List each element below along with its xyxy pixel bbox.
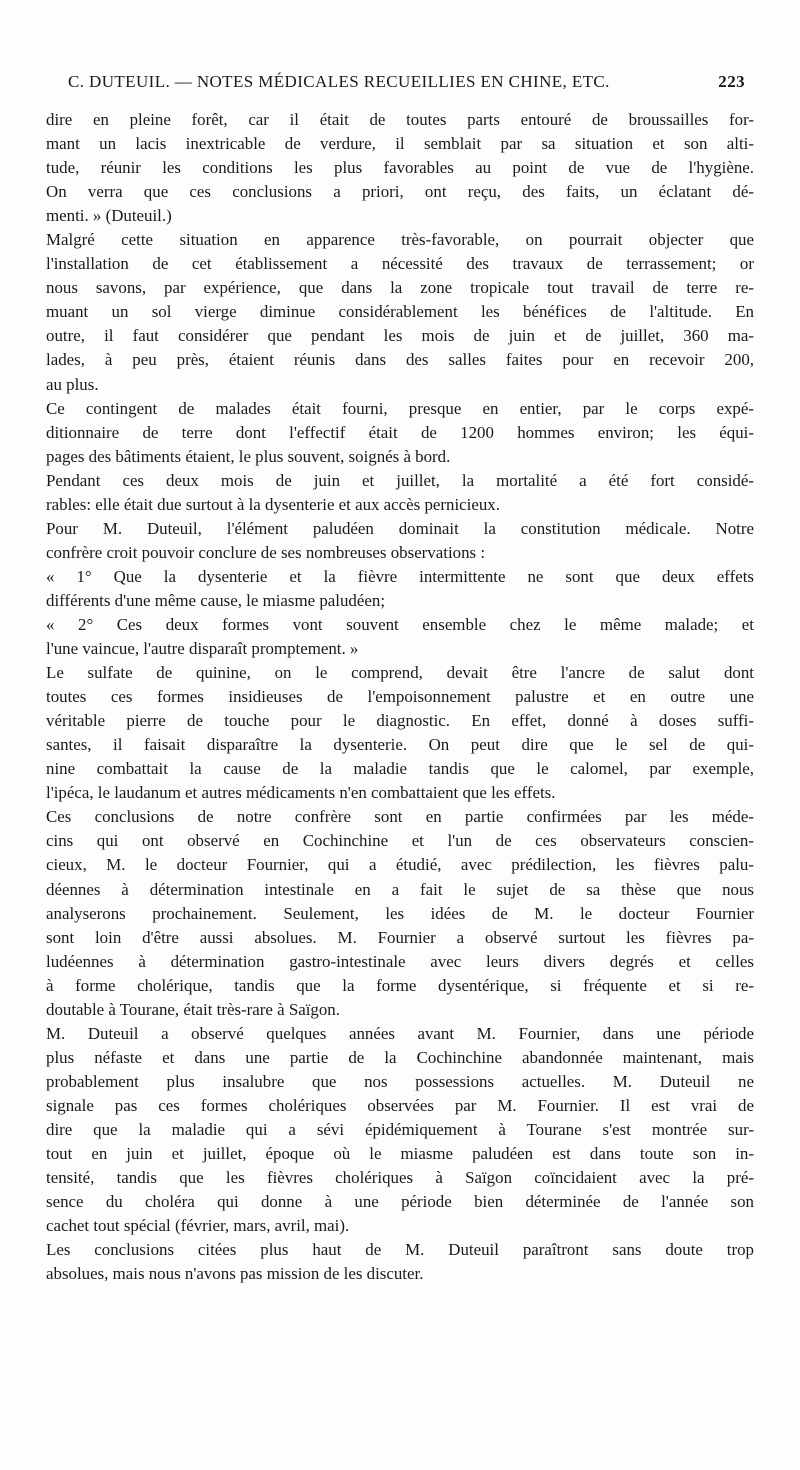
text-line: dire que la maladie qui a sévi épidémiquement à Tourane s'est montrée sur- xyxy=(46,1119,754,1139)
text-line: rables: elle était due surtout à la dysenterie et aux accès pernicieux. xyxy=(46,494,500,514)
text-line: Pendant ces deux mois de juin et juillet, la mortalité a été fort considé- xyxy=(46,470,754,490)
text-line: probablement plus insalubre que nos possessions actuelles. M. Duteuil ne xyxy=(46,1071,754,1091)
text-line: Ce contingent de malades était fourni, presque en entier, par le corps expé- xyxy=(46,398,754,418)
running-title: C. DUTEUIL. — NOTES MÉDICALES RECUEILLIES EN CHINE, ETC. xyxy=(68,72,610,91)
text-line: muant un sol vierge diminue considérablement les bénéfices de l'altitude. En xyxy=(46,302,754,322)
text-line: Malgré cette situation en apparence très-favorable, on pourrait objecter que xyxy=(46,230,754,250)
text-line: l'ipéca, le laudanum et autres médicaments n'en combattaient que les effets. xyxy=(46,783,556,803)
text-line: On verra que ces conclusions a priori, ont reçu, des faits, un éclatant dé- xyxy=(46,182,754,202)
text-line: plus néfaste et dans une partie de la Cochinchine abandonnée maintenant, mais xyxy=(46,1047,754,1067)
text-line: sence du choléra qui donne à une période bien déterminée de l'année son xyxy=(46,1192,754,1212)
text-line: tude, réunir les conditions les plus favorables au point de vue de l'hygiène. xyxy=(46,158,754,178)
text-line: absolues, mais nous n'avons pas mission de les discuter. xyxy=(46,1264,424,1284)
text-line: sont loin d'être aussi absolues. M. Fournier a observé surtout les fièvres pa- xyxy=(46,927,754,947)
page-number: 223 xyxy=(718,72,745,91)
text-line: M. Duteuil a observé quelques années avant M. Fournier, dans une période xyxy=(46,1023,754,1043)
text-line: signale pas ces formes cholériques observées par M. Fournier. Il est vrai de xyxy=(46,1095,754,1115)
text-line: menti. » (Duteuil.) xyxy=(46,206,172,226)
text-line: outre, il faut considérer que pendant les mois de juin et de juillet, 360 ma- xyxy=(46,326,754,346)
text-line: Le sulfate de quinine, on le comprend, devait être l'ancre de salut dont xyxy=(46,663,754,683)
text-line: « 2° Ces deux formes vont souvent ensemble chez le même malade; et xyxy=(46,614,754,634)
text-line: à forme cholérique, tandis que la forme dysentérique, si fréquente et si re- xyxy=(46,975,754,995)
text-line: toutes ces formes insidieuses de l'empoisonnement palustre et en outre une xyxy=(46,687,754,707)
text-line: l'installation de cet établissement a nécessité des travaux de terrassement; or xyxy=(46,254,754,274)
text-line: ludéennes à détermination gastro-intestinale avec leurs divers degrés et celles xyxy=(46,951,754,971)
text-line: analyserons prochainement. Seulement, les idées de M. le docteur Fournier xyxy=(46,903,754,923)
text-line: cins qui ont observé en Cochinchine et l'un de ces observateurs conscien- xyxy=(46,831,754,851)
text-line: mant un lacis inextricable de verdure, il semblait par sa situation et son alti- xyxy=(46,134,754,154)
text-line: Pour M. Duteuil, l'élément paludéen dominait la constitution médicale. Notre xyxy=(46,518,754,538)
text-line: confrère croit pouvoir conclure de ses nombreuses observations : xyxy=(46,542,486,562)
body-text xyxy=(46,108,754,1286)
text-line: déennes à détermination intestinale en a fait le sujet de sa thèse que nous xyxy=(46,879,754,899)
text-line: différents d'une même cause, le miasme paludéen; xyxy=(46,590,386,610)
text-line: santes, il faisait disparaître la dysenterie. On peut dire que le sel de qui- xyxy=(46,735,754,755)
text-line: dire en pleine forêt, car il était de toutes parts entouré de broussailles for- xyxy=(46,110,754,129)
text-line: Les conclusions citées plus haut de M. Duteuil paraîtront sans doute trop xyxy=(46,1240,754,1260)
text-line: nine combattait la cause de la maladie tandis que le calomel, par exemple, xyxy=(46,759,754,779)
text-line: tout en juin et juillet, époque où le miasme paludéen est dans toute son in- xyxy=(46,1144,754,1164)
running-header xyxy=(68,72,745,92)
text-line: l'une vaincue, l'autre disparaît promptement. » xyxy=(46,639,359,659)
text-line: au plus. xyxy=(46,374,99,394)
text-line: cieux, M. le docteur Fournier, qui a étudié, avec prédilection, les fièvres palu- xyxy=(46,855,754,875)
text-line: « 1° Que la dysenterie et la fièvre intermittente ne sont que deux effets xyxy=(46,566,754,586)
text-line: Ces conclusions de notre confrère sont en partie confirmées par les méde- xyxy=(46,807,754,827)
text-line: cachet tout spécial (février, mars, avril, mai). xyxy=(46,1216,350,1236)
text-line: véritable pierre de touche pour le diagnostic. En effet, donné à doses suffi- xyxy=(46,711,754,731)
text-line: ditionnaire de terre dont l'effectif était de 1200 hommes environ; les équi- xyxy=(46,422,754,442)
text-line: pages des bâtiments étaient, le plus souvent, soignés à bord. xyxy=(46,446,451,466)
text-line: lades, à peu près, étaient réunis dans des salles faites pour en recevoir 200, xyxy=(46,350,754,370)
text-line: nous savons, par expérience, que dans la zone tropicale tout travail de terre re- xyxy=(46,278,754,298)
text-line: tensité, tandis que les fièvres cholériques à Saïgon coïncidaient avec la pré- xyxy=(46,1168,754,1188)
text-line: doutable à Tourane, était très-rare à Saïgon. xyxy=(46,999,340,1019)
